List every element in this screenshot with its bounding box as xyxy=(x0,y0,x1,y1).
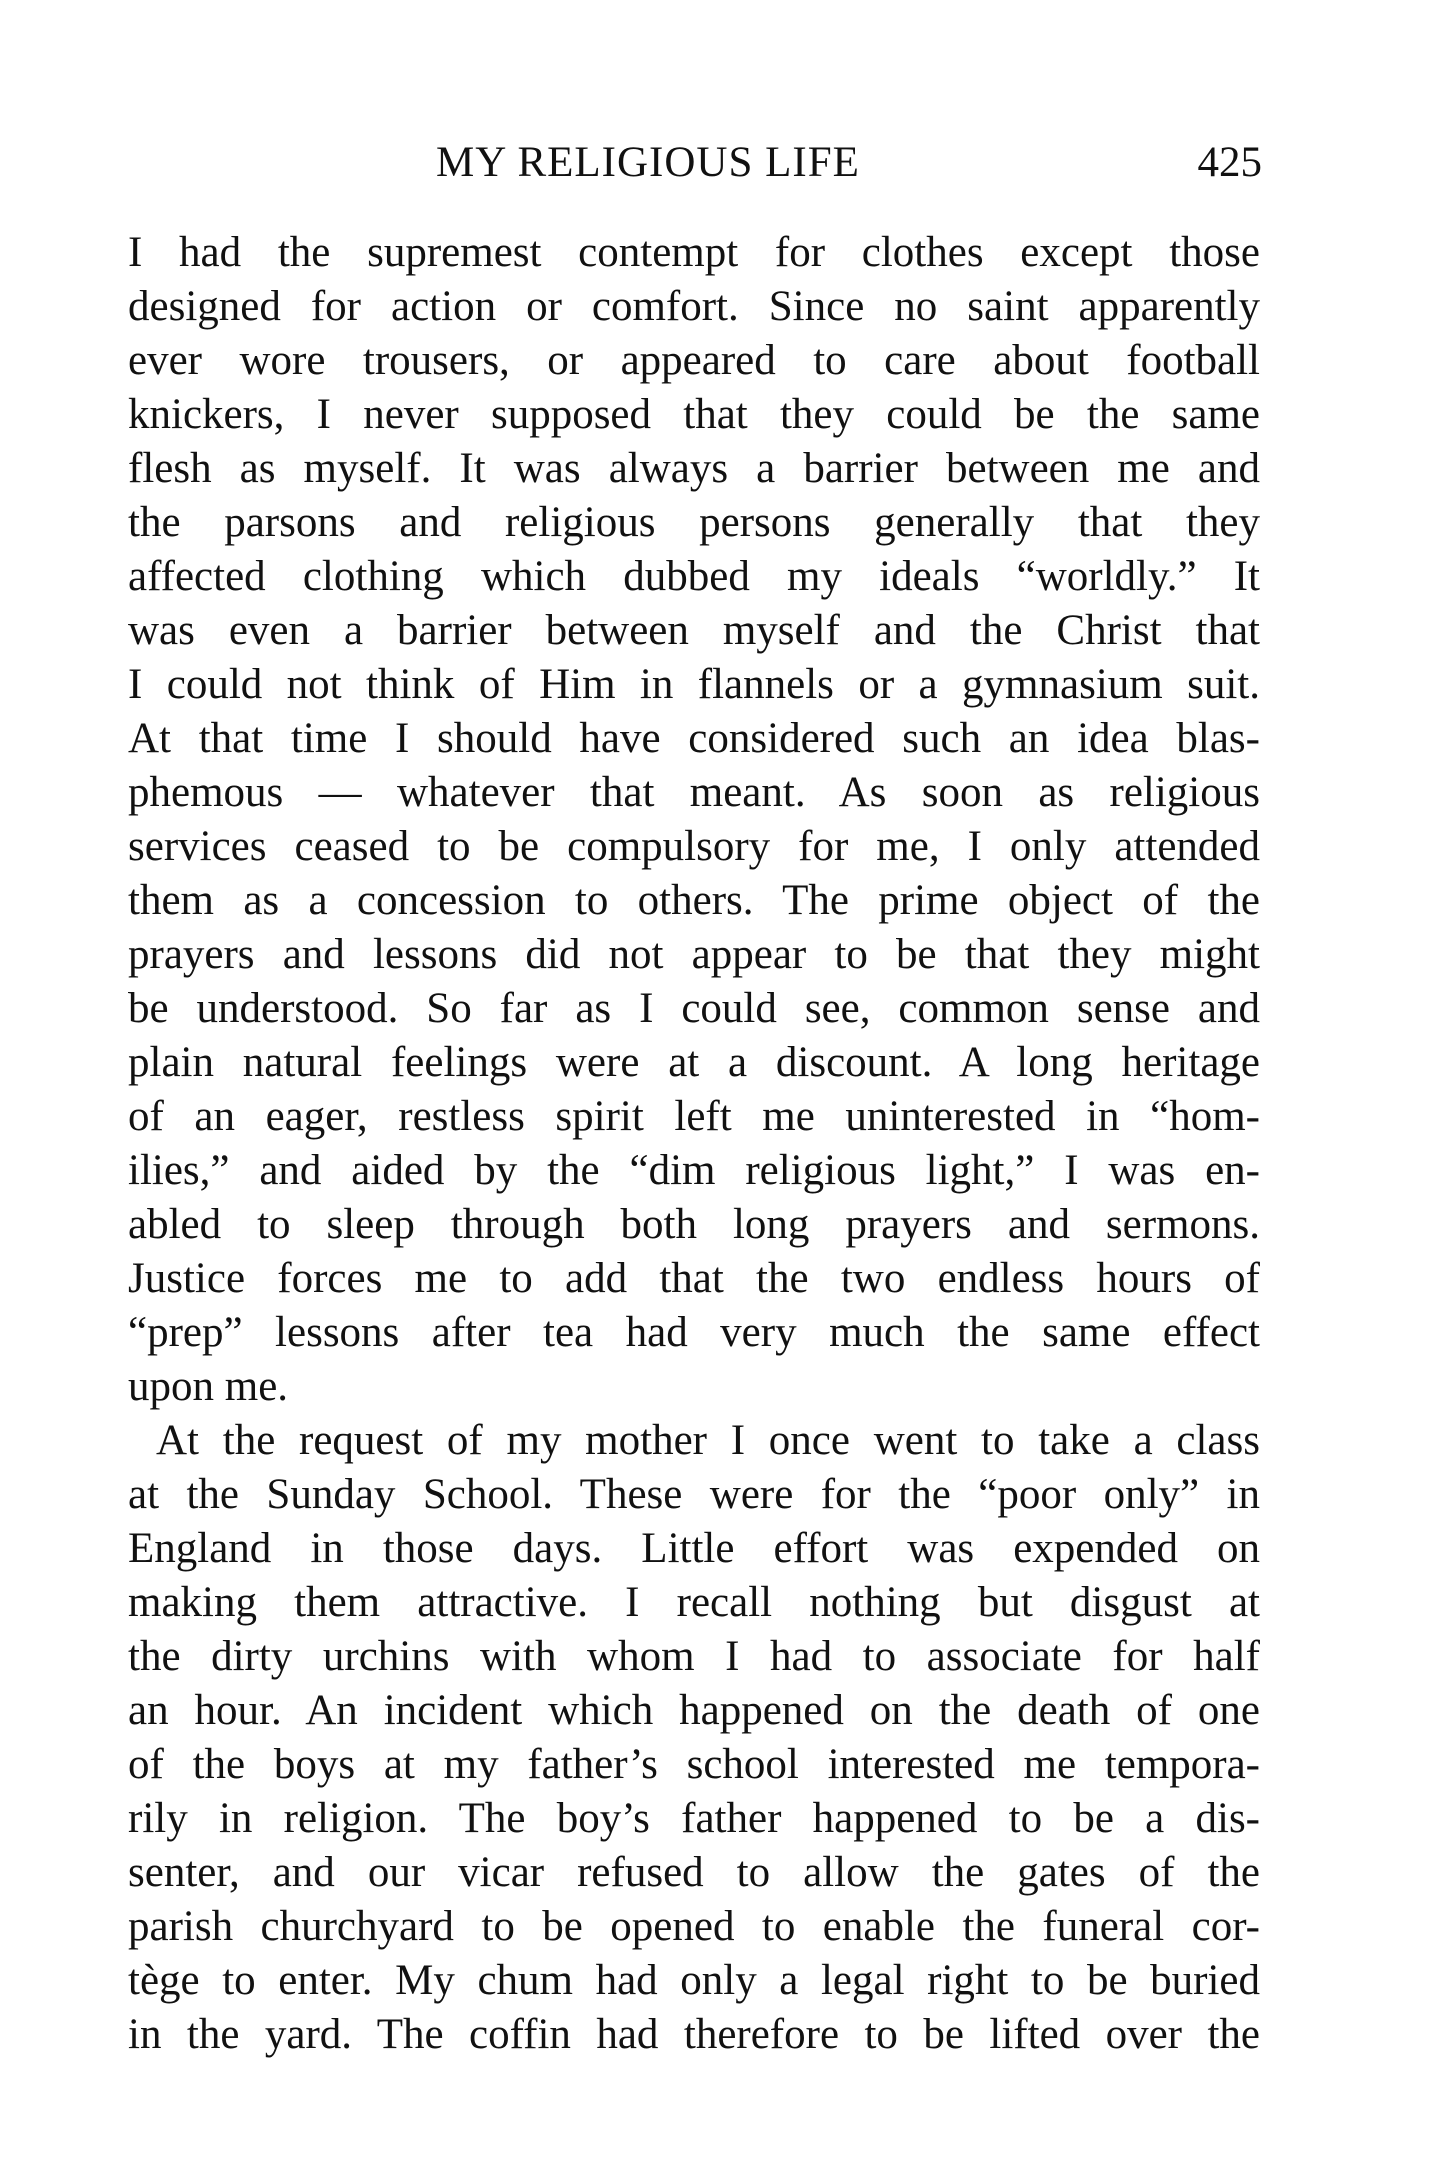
page-number: 425 xyxy=(1197,139,1262,186)
text-line: them as a concession to others. The prime object of the xyxy=(128,877,1260,924)
text-line: Justice forces me to add that the two endless hours of xyxy=(128,1255,1260,1302)
text-line: plain natural feelings were at a discount. A long heritage xyxy=(128,1039,1260,1086)
text-line: phemous — whatever that meant. As soon as religious xyxy=(128,769,1260,816)
text-line: parish churchyard to be opened to enable the funeral cor- xyxy=(128,1903,1260,1950)
text-line: making them attractive. I recall nothing but disgust at xyxy=(128,1579,1260,1626)
body-text xyxy=(128,226,1260,2062)
text-line: England in those days. Little effort was expended on xyxy=(128,1525,1260,1572)
text-line: senter, and our vicar refused to allow the gates of the xyxy=(128,1849,1260,1896)
text-line: at the Sunday School. These were for the “poor only” in xyxy=(128,1471,1260,1518)
text-line: I could not think of Him in flannels or a gymnasium suit. xyxy=(128,661,1260,708)
text-line: an hour. An incident which happened on the death of one xyxy=(128,1687,1260,1734)
text-line: was even a barrier between myself and the Christ that xyxy=(128,607,1260,654)
text-line: in the yard. The coffin had therefore to be lifted over the xyxy=(128,2011,1260,2058)
text-line: affected clothing which dubbed my ideals “worldly.” It xyxy=(128,553,1260,600)
text-line: designed for action or comfort. Since no saint apparently xyxy=(128,283,1260,330)
text-line: prayers and lessons did not appear to be that they might xyxy=(128,931,1260,978)
text-line: be understood. So far as I could see, common sense and xyxy=(128,985,1260,1032)
text-line: ever wore trousers, or appeared to care about football xyxy=(128,337,1260,384)
text-line: of the boys at my father’s school interested me tempora- xyxy=(128,1741,1260,1788)
text-line: ilies,” and aided by the “dim religious light,” I was en- xyxy=(128,1147,1260,1194)
text-line: of an eager, restless spirit left me uninterested in “hom- xyxy=(128,1093,1260,1140)
text-line: upon me. xyxy=(128,1363,289,1410)
running-head xyxy=(0,138,1430,198)
text-line: flesh as myself. It was always a barrier between me and xyxy=(128,445,1260,492)
text-line: At that time I should have considered such an idea blas- xyxy=(128,715,1260,762)
text-line: tège to enter. My chum had only a legal right to be buried xyxy=(128,1957,1260,2004)
text-line: I had the supremest contempt for clothes except those xyxy=(128,229,1260,276)
text-line: knickers, I never supposed that they could be the same xyxy=(128,391,1260,438)
text-line: “prep” lessons after tea had very much the same effect xyxy=(128,1309,1260,1356)
text-line: abled to sleep through both long prayers and sermons. xyxy=(128,1201,1260,1248)
text-line: the parsons and religious persons generally that they xyxy=(128,499,1260,546)
text-line: At the request of my mother I once went to take a class xyxy=(156,1417,1260,1464)
text-line: rily in religion. The boy’s father happened to be a dis- xyxy=(128,1795,1260,1842)
text-line: the dirty urchins with whom I had to associate for half xyxy=(128,1633,1260,1680)
running-title: MY RELIGIOUS LIFE xyxy=(436,139,860,186)
text-line: services ceased to be compulsory for me, I only attended xyxy=(128,823,1260,870)
